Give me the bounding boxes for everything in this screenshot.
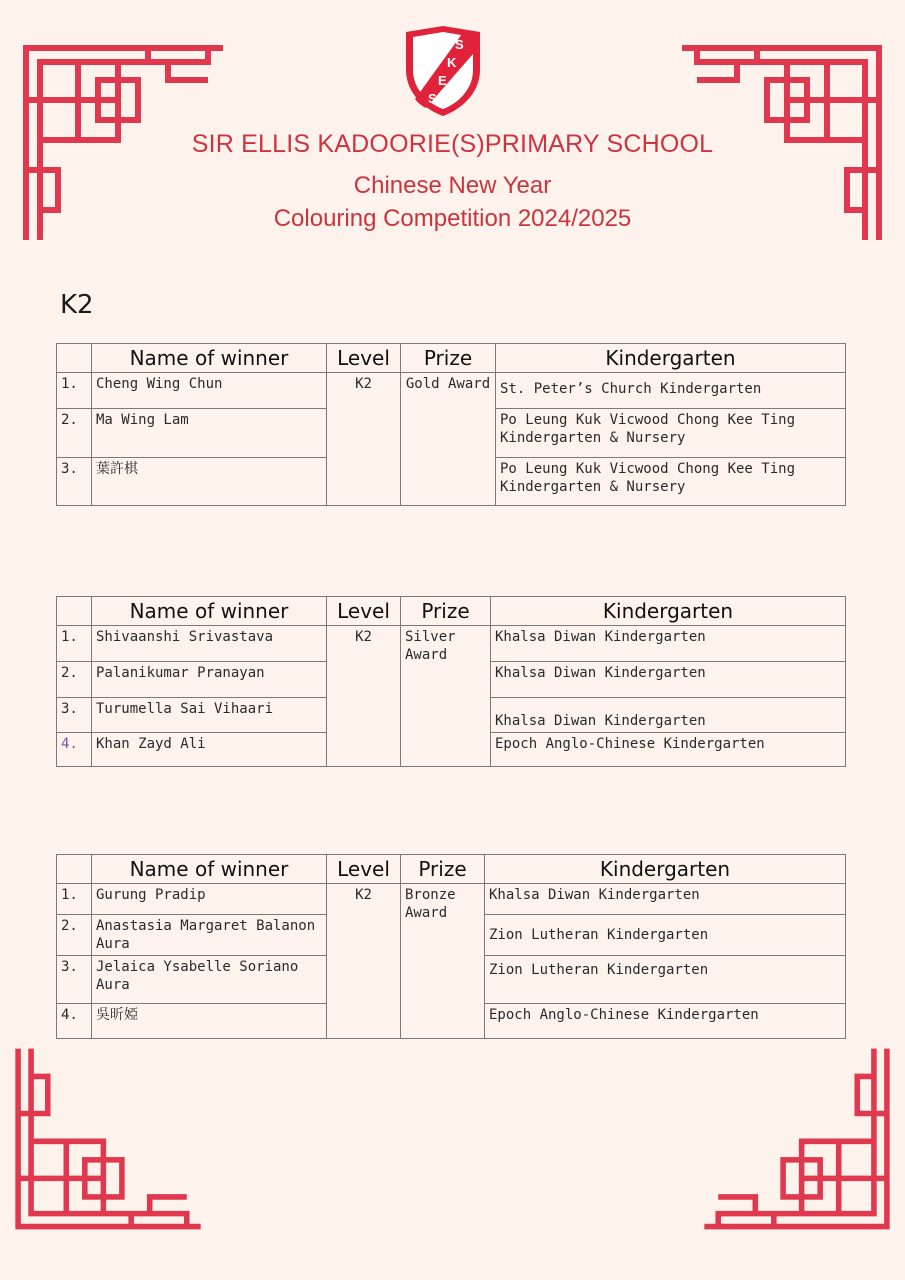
- winner-name: Shivaanshi Srivastava: [92, 626, 327, 662]
- kindergarten-name: Khalsa Diwan Kindergarten: [485, 884, 846, 915]
- winner-name: Cheng Wing Chun: [92, 373, 327, 409]
- row-number: 3.: [57, 956, 92, 1004]
- bottom-right-corner-ornament: [697, 1044, 897, 1234]
- col-header-kindergarten: Kindergarten: [496, 344, 846, 373]
- prize-cell: Silver Award: [401, 626, 491, 767]
- row-number: 2.: [57, 409, 92, 458]
- col-header-number: [57, 855, 92, 884]
- col-header-kindergarten: Kindergarten: [491, 597, 846, 626]
- bottom-left-corner-ornament: [8, 1044, 208, 1234]
- silver-award-table: [56, 596, 846, 767]
- table-header-row: [57, 855, 846, 884]
- row-number: 1.: [57, 373, 92, 409]
- table-row: [57, 373, 846, 409]
- row-number: 2.: [57, 915, 92, 956]
- row-number: 2.: [57, 662, 92, 698]
- kindergarten-name: Zion Lutheran Kindergarten: [485, 956, 846, 1004]
- row-number: 1.: [57, 626, 92, 662]
- level-cell: K2: [327, 373, 401, 506]
- kindergarten-name: Khalsa Diwan Kindergarten: [491, 698, 846, 733]
- kindergarten-name: Khalsa Diwan Kindergarten: [491, 626, 846, 662]
- row-number: 3.: [57, 698, 92, 733]
- col-header-number: [57, 344, 92, 373]
- row-number: 3.: [57, 458, 92, 506]
- winner-name: Gurung Pradip: [92, 884, 327, 915]
- col-header-level: Level: [327, 344, 401, 373]
- kindergarten-name: Zion Lutheran Kindergarten: [485, 915, 846, 956]
- logo-letter-e: E: [438, 73, 447, 88]
- col-header-kindergarten: Kindergarten: [485, 855, 846, 884]
- logo-letter-s2: S: [428, 91, 437, 106]
- winner-name: Palanikumar Pranayan: [92, 662, 327, 698]
- kindergarten-name: Epoch Anglo-Chinese Kindergarten: [485, 1004, 846, 1039]
- table-row: [57, 884, 846, 915]
- table-header-row: [57, 344, 846, 373]
- winner-name: Ma Wing Lam: [92, 409, 327, 458]
- prize-cell: Gold Award: [401, 373, 496, 506]
- kindergarten-name: Po Leung Kuk Vicwood Chong Kee Ting Kindergarten & Nursery: [496, 458, 846, 506]
- event-title: Chinese New Year: [353, 172, 552, 199]
- kindergarten-name: Po Leung Kuk Vicwood Chong Kee Ting Kindergarten & Nursery: [496, 409, 846, 458]
- grade-heading: K2: [60, 290, 94, 320]
- level-cell: K2: [327, 626, 401, 767]
- row-number: 4.: [57, 733, 92, 767]
- winner-name: Jelaica Ysabelle Soriano Aura: [92, 956, 327, 1004]
- row-number: 1.: [57, 884, 92, 915]
- col-header-name: Name of winner: [92, 344, 327, 373]
- col-header-number: [57, 597, 92, 626]
- event-subtitle: Colouring Competition 2024/2025: [273, 205, 632, 232]
- col-header-prize: Prize: [401, 597, 491, 626]
- col-header-level: Level: [327, 597, 401, 626]
- prize-cell: Bronze Award: [401, 884, 485, 1039]
- col-header-prize: Prize: [401, 855, 485, 884]
- winner-name: 吳昕婭: [92, 1004, 327, 1039]
- logo-letter-k: K: [447, 55, 457, 70]
- winner-name: Turumella Sai Vihaari: [92, 698, 327, 733]
- col-header-prize: Prize: [401, 344, 496, 373]
- row-number: 4.: [57, 1004, 92, 1039]
- bronze-award-table: [56, 854, 846, 1039]
- gold-award-table: [56, 343, 846, 506]
- level-cell: K2: [327, 884, 401, 1039]
- kindergarten-name: St. Peter’s Church Kindergarten: [496, 373, 846, 409]
- kindergarten-name: Epoch Anglo-Chinese Kindergarten: [491, 733, 846, 767]
- col-header-name: Name of winner: [92, 855, 327, 884]
- winner-name: Khan Zayd Ali: [92, 733, 327, 767]
- kindergarten-name: Khalsa Diwan Kindergarten: [491, 662, 846, 698]
- table-row: [57, 626, 846, 662]
- table-header-row: [57, 597, 846, 626]
- winner-name: Anastasia Margaret Balanon Aura: [92, 915, 327, 956]
- school-name: SIR ELLIS KADOORIE(S)PRIMARY SCHOOL: [191, 130, 714, 158]
- logo-letter-s1: S: [455, 37, 464, 52]
- col-header-level: Level: [327, 855, 401, 884]
- col-header-name: Name of winner: [92, 597, 327, 626]
- school-crest-logo: [402, 24, 484, 118]
- winner-name: 葉許棋: [92, 458, 327, 506]
